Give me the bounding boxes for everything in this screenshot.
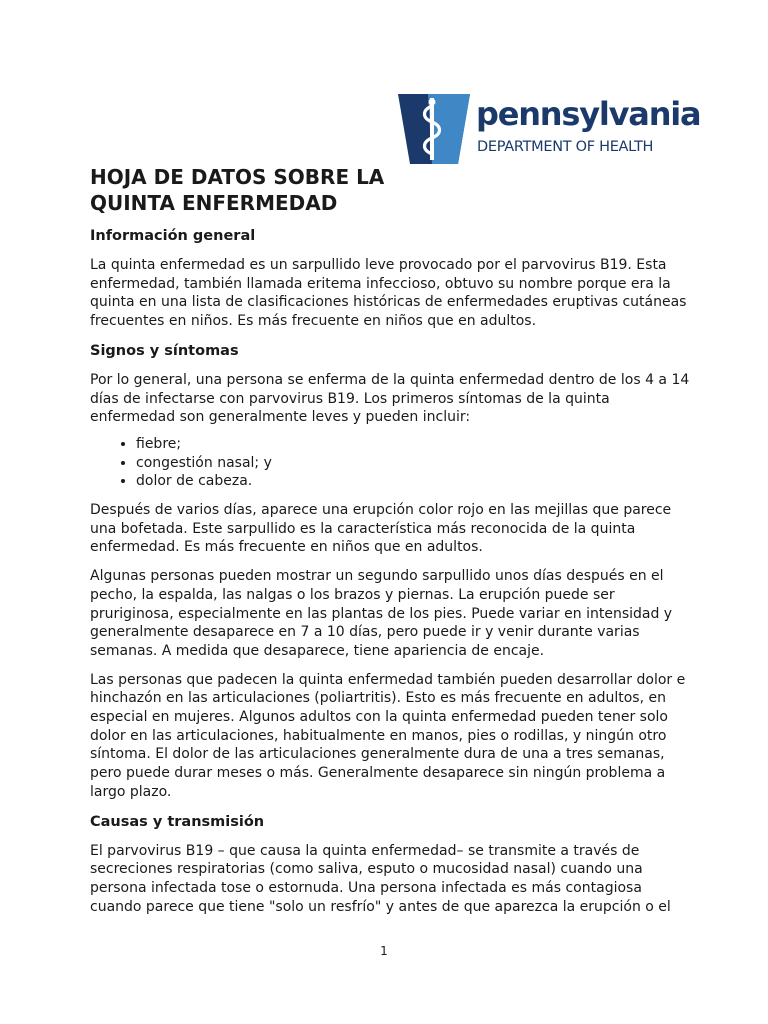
- list-item: • fiebre;: [136, 435, 690, 454]
- section-heading-causes: Causas y transmisión: [90, 813, 265, 830]
- logo-wordmark: pennsylvania: [476, 95, 701, 133]
- section-heading-signs: Signos y síntomas: [90, 342, 239, 359]
- paragraph-rash: Después de varios días, aparece una erupción color rojo en las mejillas que parece una bofetada. Este sarpullido es la característica más reconocida de la quinta enfermedad. Es más frecuente en niños que en adultos.: [90, 502, 672, 556]
- page-number: 1: [380, 944, 388, 958]
- paragraph-causes: El parvovirus B19 – que causa la quinta enfermedad– se transmite a través de secreciones respiratorias (como saliva, esputo o mucosidad nasal) cuando una persona infectada tose o estornuda. Una persona infectada es más contagiosa cuando parece que tiene "solo un resfrío" y antes de que aparezca la erupción o el: [90, 842, 671, 915]
- section-heading-general: Información general: [90, 228, 256, 244]
- list-item: • congestión nasal; y: [136, 454, 690, 473]
- keystone-caduceus-icon: [398, 94, 470, 164]
- logo-department: DEPARTMENT OF HEALTH: [477, 139, 654, 155]
- paragraph-general: La quinta enfermedad es un sarpullido leve provocado por el parvovirus B19. Esta enfermedad, también llamada eritema infeccioso, obtuvo su nombre porque era la quinta en una lista de clasificaciones históricas de enfermedades eruptivas cutáneas frecuentes en niños. Es más frecuente en niños que en adultos.: [90, 257, 687, 330]
- paragraph-second-rash: Algunas personas pueden mostrar un segundo sarpullido unos días después en el pecho, la espalda, las nalgas o los brazos y piernas. La erupción puede ser pruriginosa, especialmente en las plantas de los pies. Puede variar en intensidad y generalmente desaparece en 7 a 10 días, pero puede ir y venir durante varias semanas. A medida que desaparece, tiene apariencia de encaje.: [90, 568, 673, 659]
- document-body: [90, 164, 690, 916]
- paragraph-signs-intro: Por lo general, una persona se enferma de la quinta enfermedad dentro de los 4 a 14 días de infectarse con parvovirus B19. Los primeros síntomas de la quinta enfermedad son generalmente leves y pueden incluir:: [90, 371, 690, 426]
- symptom-list: [90, 435, 690, 491]
- pa-health-logo: [398, 92, 701, 166]
- document-title: HOJA DE DATOS SOBRE LA QUINTA ENFERMEDAD: [90, 165, 385, 215]
- paragraph-joints: Las personas que padecen la quinta enfermedad también pueden desarrollar dolor e hinchazón en las articulaciones (poliartritis). Esto es más frecuente en adultos, en especial en mujeres. Algunos adultos con la quinta enfermedad pueden tener solo dolor en las articulaciones, habitualmente en manos, pies o rodillas, y ningún otro síntoma. El dolor de las articulaciones generalmente dura de una a tres semanas, pero puede durar meses o más. Generalmente desaparece sin ningún problema a largo plazo.: [90, 671, 686, 800]
- list-item: • dolor de cabeza.: [136, 472, 690, 491]
